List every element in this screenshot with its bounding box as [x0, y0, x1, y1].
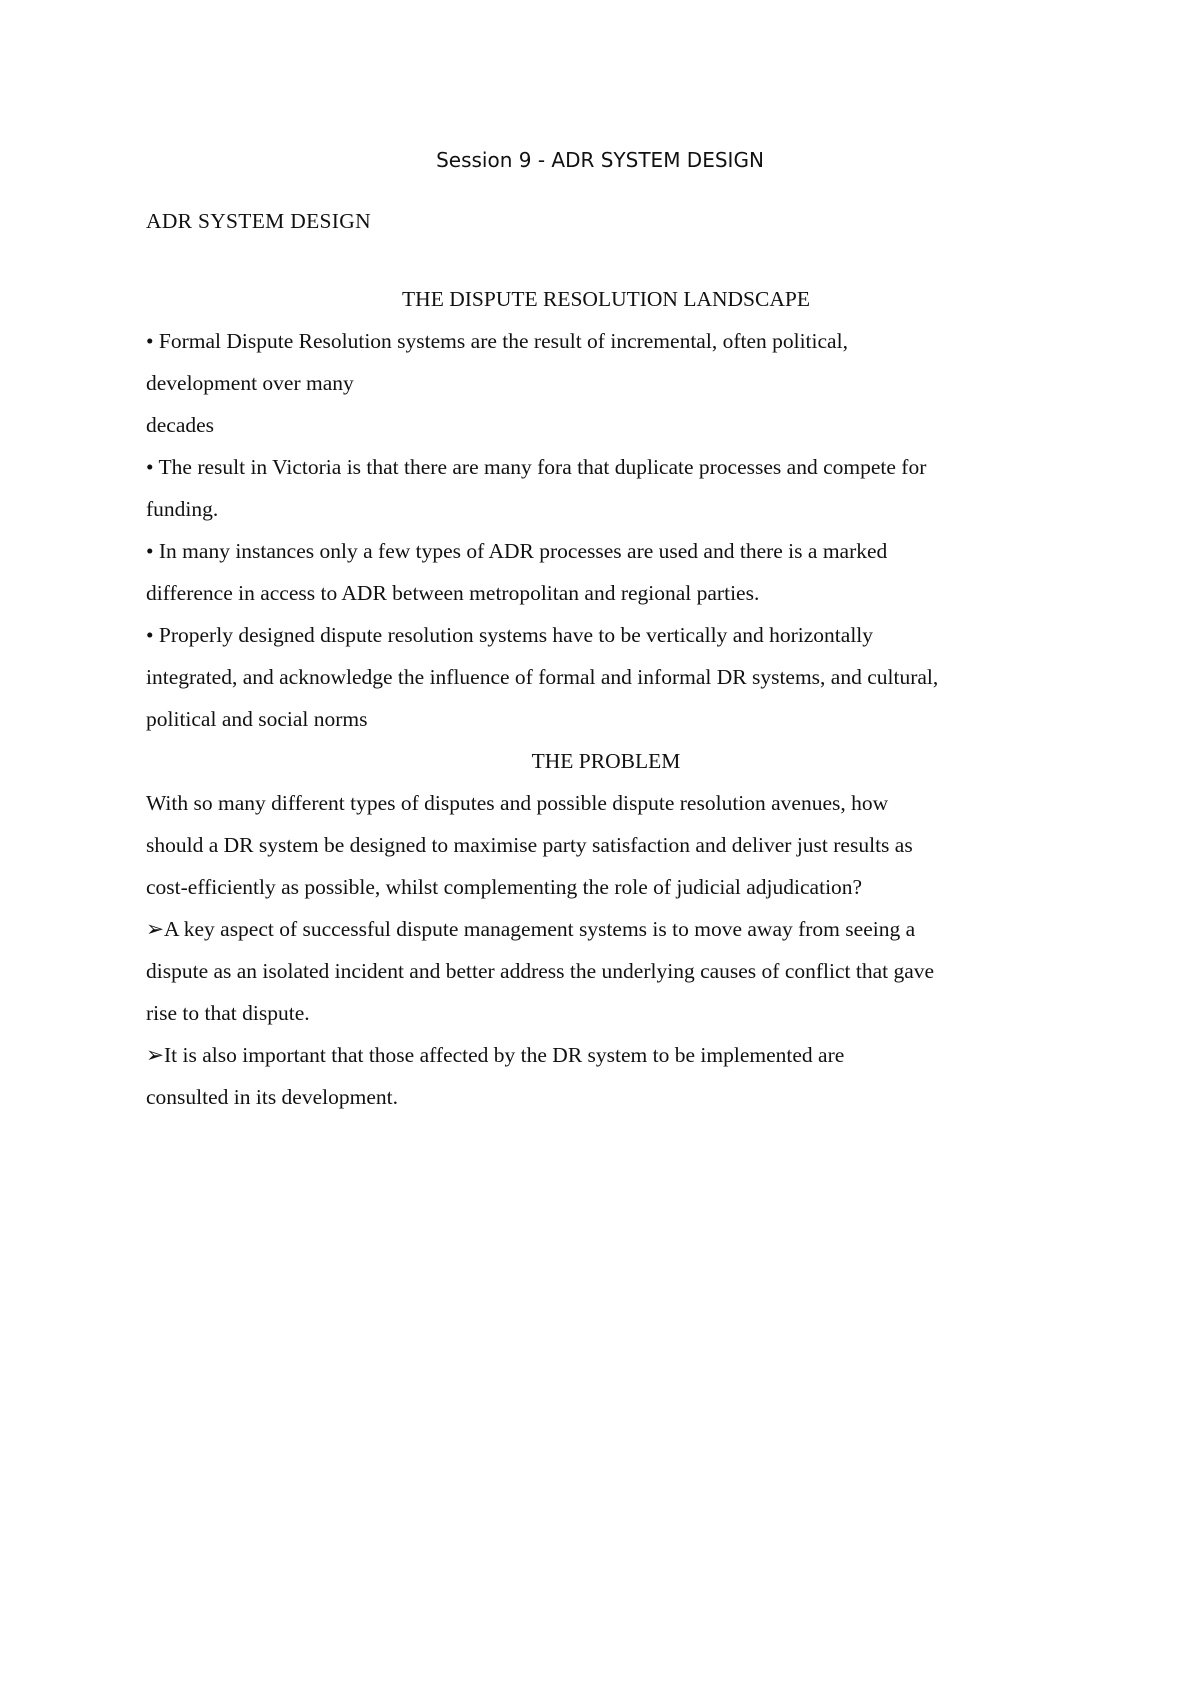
bullet-line: funding. [146, 497, 219, 521]
arrow-bullet-line: ➢A key aspect of successful dispute management systems is to move away from seeing a [146, 917, 916, 941]
arrow-bullet-line: dispute as an isolated incident and better address the underlying causes of conflict that gave [146, 959, 935, 983]
document-body [146, 278, 1066, 1118]
bullet-line: decades [146, 413, 215, 437]
bullet-line: political and social norms [146, 707, 368, 731]
bullet-line: integrated, and acknowledge the influence of formal and informal DR systems, and cultural, [146, 665, 939, 689]
paragraph-line: cost-efficiently as possible, whilst complementing the role of judicial adjudication? [146, 875, 863, 899]
paragraph-line: should a DR system be designed to maximise party satisfaction and deliver just results as [146, 833, 913, 857]
bullet-line: difference in access to ADR between metropolitan and regional parties. [146, 581, 760, 605]
bullet-line: development over many [146, 371, 354, 395]
document-subtitle: ADR SYSTEM DESIGN [146, 209, 371, 233]
bullet-line: • The result in Victoria is that there are many fora that duplicate processes and compete for [146, 455, 927, 479]
bullet-line: • In many instances only a few types of ADR processes are used and there is a marked [146, 539, 888, 563]
bullet-line: • Properly designed dispute resolution systems have to be vertically and horizontally [146, 623, 874, 647]
bullet-line: • Formal Dispute Resolution systems are the result of incremental, often political, [146, 329, 848, 353]
section-heading-problem: THE PROBLEM [531, 749, 681, 773]
section-heading-landscape: THE DISPUTE RESOLUTION LANDSCAPE [402, 287, 810, 311]
arrow-bullet-line: consulted in its development. [146, 1085, 398, 1109]
arrow-bullet-line: rise to that dispute. [146, 1001, 310, 1025]
paragraph-line: With so many different types of disputes and possible dispute resolution avenues, how [146, 791, 889, 815]
arrow-bullet-line: ➢It is also important that those affected by the DR system to be implemented are [146, 1043, 845, 1067]
document-title: Session 9 - ADR SYSTEM DESIGN [436, 148, 764, 172]
